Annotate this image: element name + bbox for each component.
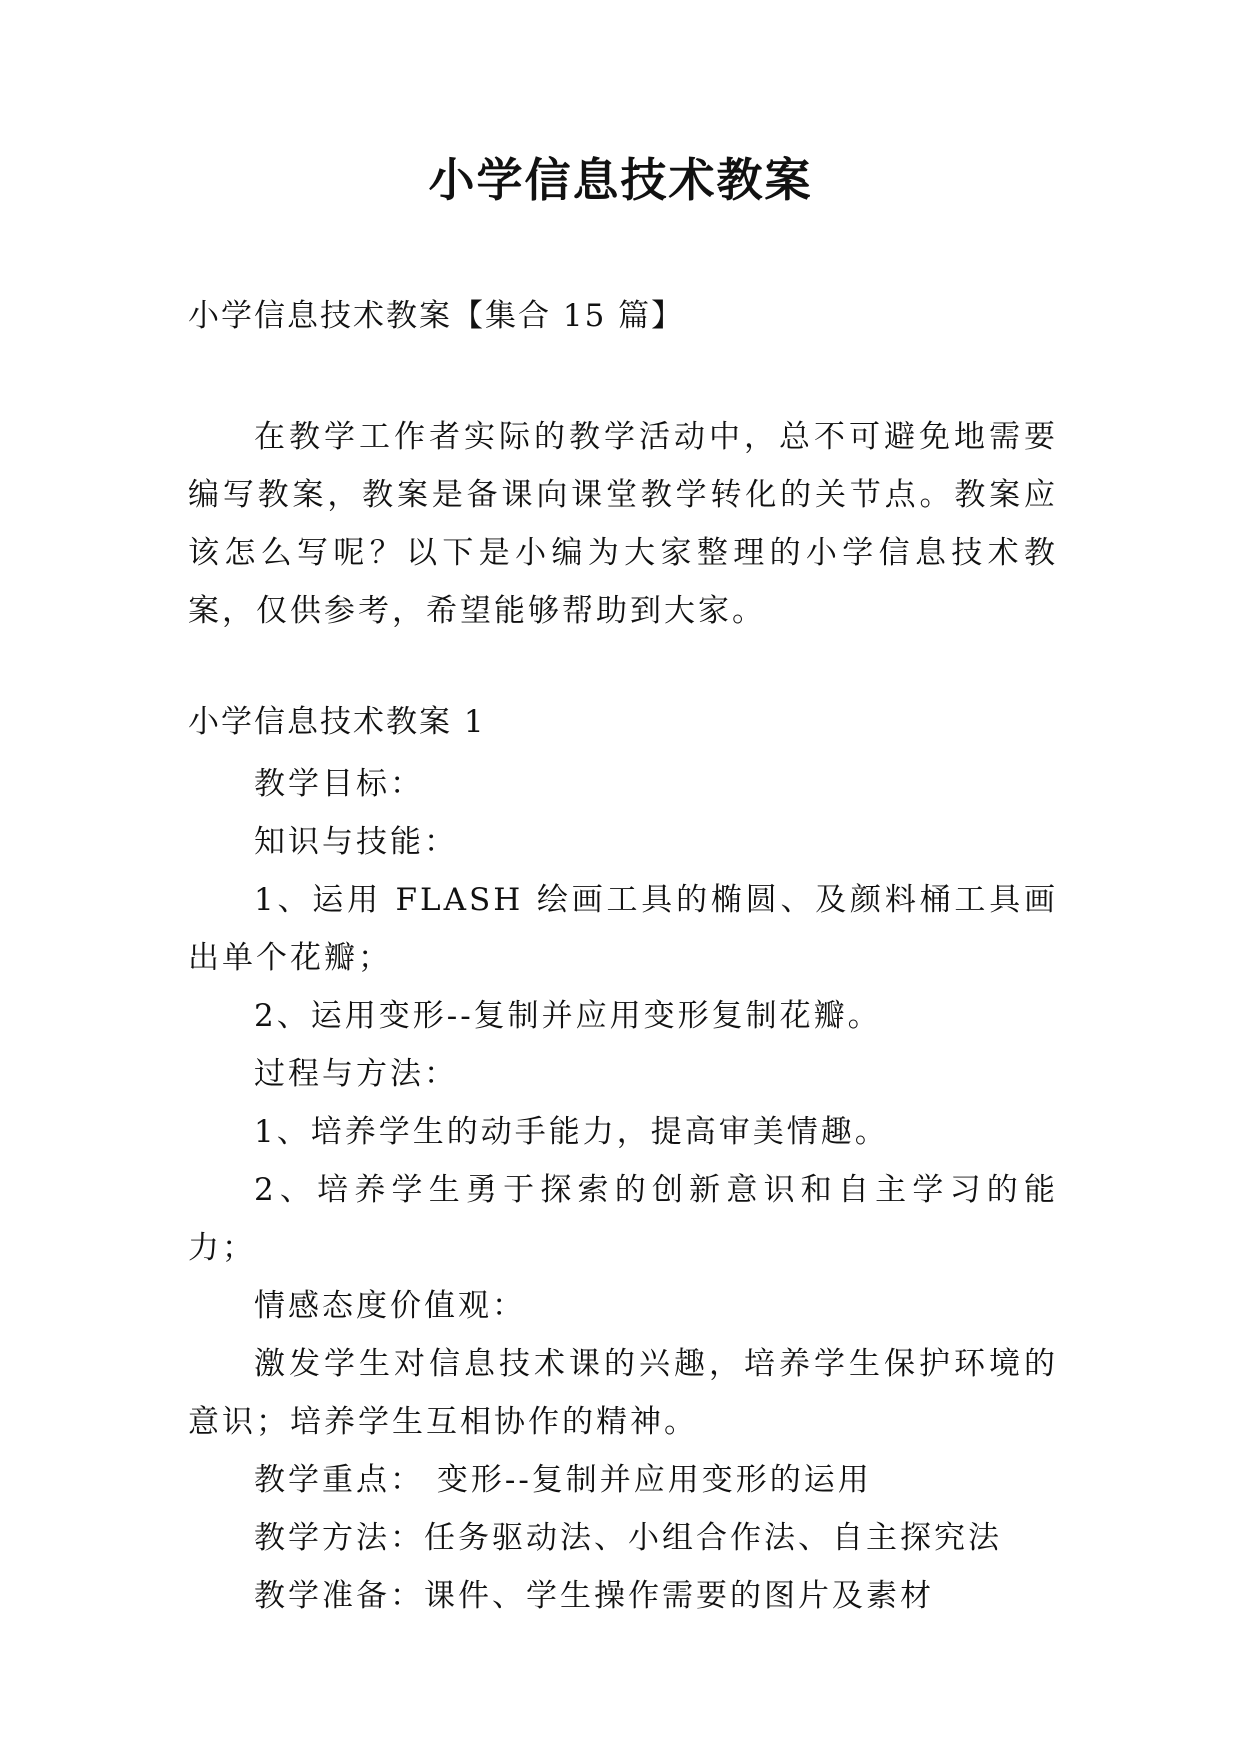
document-subtitle: 小学信息技术教案【集合 15 篇】 [188,298,685,334]
line-attitude-values: 情感态度价值观： [254,1288,526,1324]
lesson-content [188,755,1058,1625]
line-preparation: 教学准备：课件、学生操作需要的图片及素材 [254,1578,934,1614]
line-skill-2: 2、运用变形--复制并应用变形复制花瓣。 [254,998,882,1034]
intro-paragraph: 在教学工作者实际的教学活动中，总不可避免地需要编写教案，教案是备课向课堂教学转化的关节点。教案应该怎么写呢？以下是小编为大家整理的小学信息技术教案，仅供参考，希望能够帮助到大家。 [188,419,1058,629]
line-process-methods: 过程与方法： [254,1056,458,1092]
line-attitude-text: 激发学生对信息技术课的兴趣，培养学生保护环境的意识；培养学生互相协作的精神。 [188,1346,1058,1440]
line-knowledge-skills: 知识与技能： [254,824,458,860]
line-process-1: 1、培养学生的动手能力，提高审美情趣。 [254,1114,889,1150]
line-teaching-methods: 教学方法：任务驱动法、小组合作法、自主探究法 [254,1520,1002,1556]
section-heading: 小学信息技术教案 1 [188,704,486,740]
line-teaching-objectives: 教学目标： [254,766,424,802]
document-title: 小学信息技术教案 [428,153,813,207]
line-key-points: 教学重点： 变形--复制并应用变形的运用 [254,1462,872,1498]
line-skill-1: 1、运用 FLASH 绘画工具的椭圆、及颜料桶工具画出单个花瓣； [188,882,1058,976]
line-process-2: 2、培养学生勇于探索的创新意识和自主学习的能力； [188,1172,1058,1266]
